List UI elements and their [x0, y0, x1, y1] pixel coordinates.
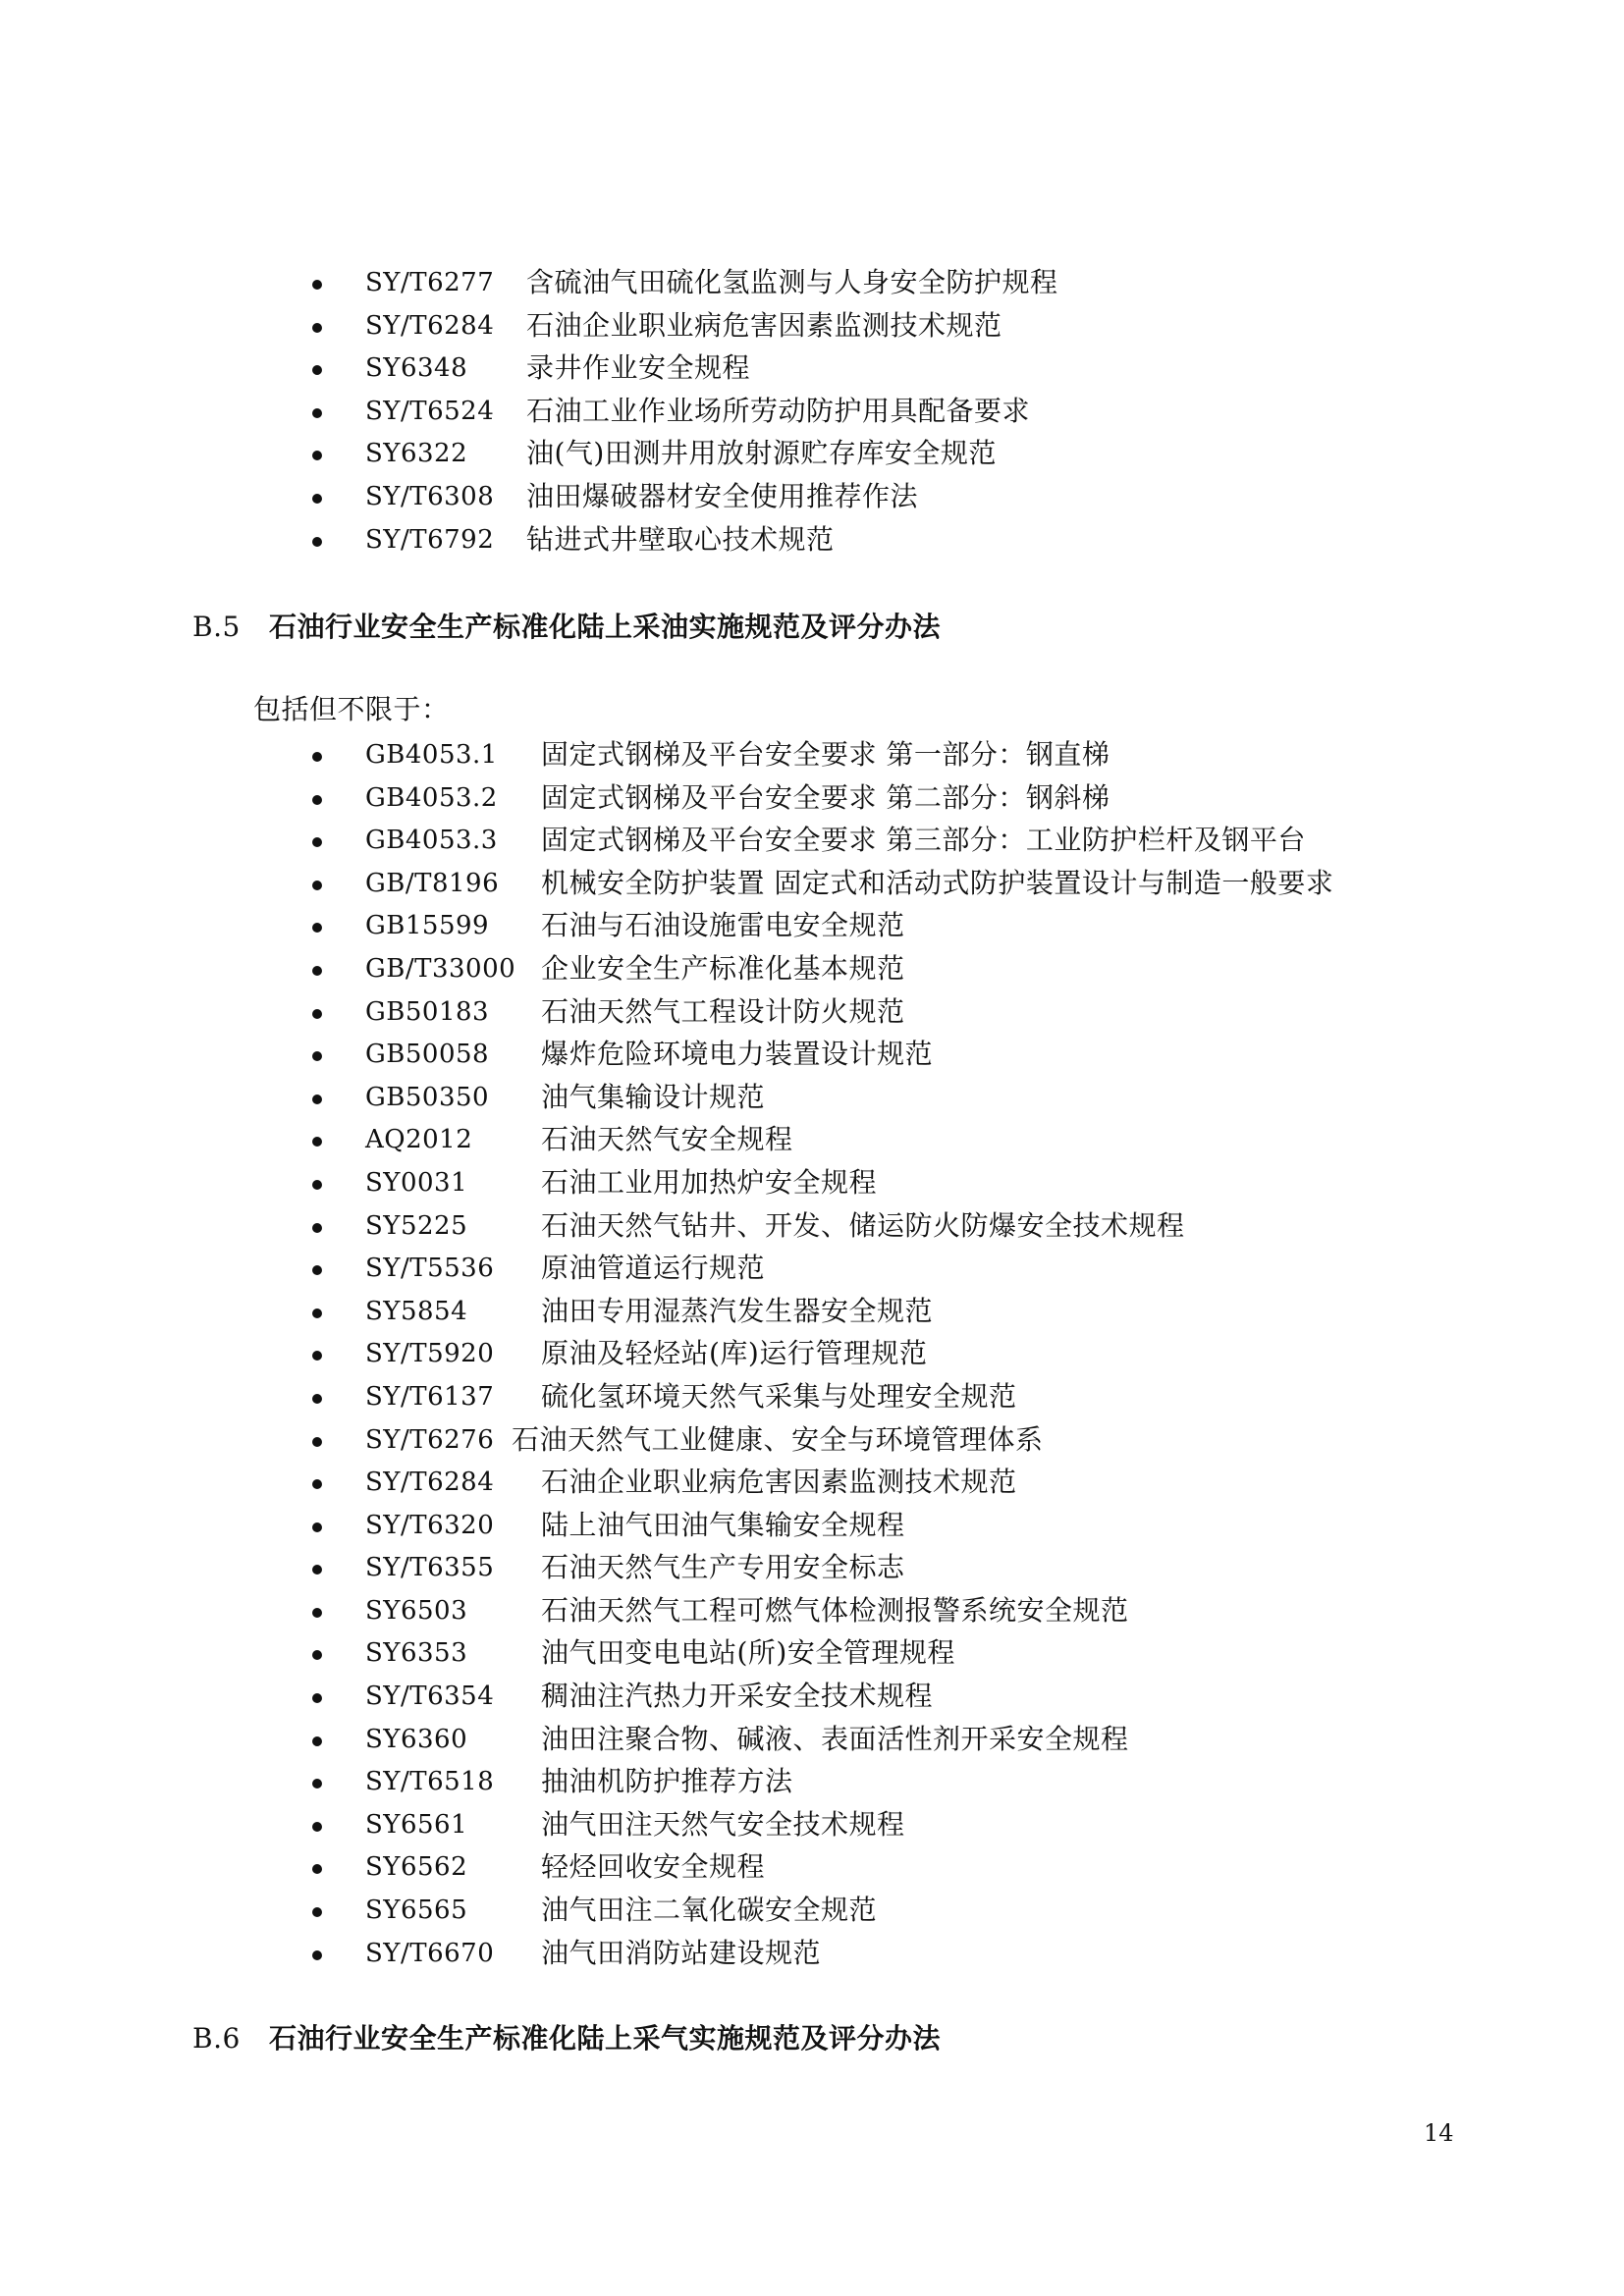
standard-code: SY/T6792	[365, 524, 495, 555]
bullet-icon	[312, 1223, 322, 1233]
standard-code: GB50350	[365, 1082, 490, 1112]
standard-title: 石油天然气生产专用安全标志	[541, 1551, 905, 1584]
standard-title: 石油企业职业病危害因素监测技术规范	[526, 308, 1002, 342]
bullet-icon	[312, 1095, 322, 1104]
standard-title: 油(气)田测井用放射源贮存库安全规范	[526, 437, 997, 470]
standard-title: 油田注聚合物、碱液、表面活性剂开采安全规程	[541, 1722, 1129, 1755]
standard-title: 轻烃回收安全规程	[541, 1850, 766, 1884]
standard-title: 油田专用湿蒸汽发生器安全规范	[541, 1294, 934, 1327]
standard-code: SY/T6670	[365, 1938, 495, 1968]
bullet-icon	[312, 1608, 322, 1618]
standard-code: SY5854	[365, 1296, 468, 1326]
bullet-icon	[312, 1950, 322, 1960]
standard-title: 硫化氢环境天然气采集与处理安全规范	[541, 1379, 1017, 1413]
bullet-icon	[312, 494, 322, 504]
standard-code: SY0031	[365, 1167, 468, 1198]
standard-title: 油气集输设计规范	[541, 1080, 766, 1113]
standard-title: 石油天然气工程可燃气体检测报警系统安全规范	[541, 1593, 1129, 1627]
bullet-icon	[312, 1864, 322, 1874]
standard-title: 原油及轻烃站(库)运行管理规范	[541, 1337, 928, 1370]
standard-code: SY/T6284	[365, 310, 495, 341]
standard-code: GB4053.3	[365, 826, 498, 856]
standard-title: 石油与石油设施雷电安全规范	[541, 909, 905, 942]
standard-code: SY/T5536	[365, 1254, 495, 1284]
bullet-icon	[312, 1736, 322, 1746]
standard-title: 钻进式井壁取心技术规范	[526, 522, 835, 556]
standard-title: 油气田注二氧化碳安全规范	[541, 1894, 878, 1927]
bullet-icon	[312, 1565, 322, 1575]
standard-title: 稠油注汽热力开采安全技术规程	[541, 1680, 934, 1713]
bullet-icon	[312, 451, 322, 460]
bullet-icon	[312, 1180, 322, 1190]
standard-title: 固定式钢梯及平台安全要求 第二部分：钢斜梯	[541, 780, 1110, 814]
standard-title: 爆炸危险环境电力装置设计规范	[541, 1038, 934, 1071]
bullet-icon	[312, 1137, 322, 1147]
bullet-icon	[312, 1779, 322, 1789]
bullet-icon	[312, 1265, 322, 1275]
section-heading-b6	[192, 2020, 941, 2057]
standard-title: 石油天然气钻井、开发、储运防火防爆安全技术规程	[541, 1208, 1185, 1242]
standard-title: 油气田变电电站(所)安全管理规程	[541, 1636, 955, 1670]
standard-code: GB4053.1	[365, 740, 498, 770]
standard-code: SY6353	[365, 1638, 468, 1669]
standard-code: SY6565	[365, 1896, 468, 1926]
bullet-icon	[312, 1822, 322, 1832]
standard-title: 固定式钢梯及平台安全要求 第三部分：工业防护栏杆及钢平台	[541, 824, 1306, 857]
page-number: 14	[1424, 2119, 1454, 2147]
standard-code: SY/T6524	[365, 396, 495, 426]
standard-code: GB4053.2	[365, 782, 498, 813]
standard-title: 石油天然气安全规程	[541, 1123, 793, 1156]
standard-title: 石油工业用加热炉安全规程	[541, 1165, 878, 1199]
bullet-icon	[312, 280, 322, 290]
standard-code: SY/T6137	[365, 1381, 495, 1412]
standard-code: SY/T6355	[365, 1553, 495, 1583]
bullet-icon	[312, 1351, 322, 1361]
standard-code: SY6322	[365, 439, 468, 469]
standard-title: 陆上油气田油气集输安全规程	[541, 1508, 905, 1541]
standard-title: 油气田消防站建设规范	[541, 1936, 822, 1969]
standard-code: SY6503	[365, 1595, 468, 1626]
standard-code: SY/T6354	[365, 1682, 495, 1712]
standard-title: 机械安全防护装置 固定式和活动式防护装置设计与制造一般要求	[541, 866, 1334, 899]
standard-title: 固定式钢梯及平台安全要求 第一部分：钢直梯	[541, 738, 1110, 771]
standard-code: SY/T5920	[365, 1339, 495, 1369]
standard-code: SY6360	[365, 1724, 468, 1754]
standard-code: SY/T6276	[365, 1424, 495, 1455]
bullet-icon	[312, 537, 322, 547]
standard-code: SY/T6277	[365, 268, 495, 297]
standard-title: 石油工业作业场所劳动防护用具配备要求	[526, 394, 1031, 427]
bullet-icon	[312, 752, 322, 762]
bullet-icon	[312, 1051, 322, 1061]
bullet-icon	[312, 881, 322, 890]
standard-code: SY/T6284	[365, 1468, 495, 1498]
bullet-icon	[312, 1907, 322, 1917]
standard-code: SY5225	[365, 1210, 468, 1241]
bullet-icon	[312, 1009, 322, 1019]
bullet-icon	[312, 1522, 322, 1532]
standard-title: 石油天然气工业健康、安全与环境管理体系	[512, 1422, 1044, 1456]
standard-code: AQ2012	[365, 1125, 473, 1155]
standard-title: 录井作业安全规程	[526, 351, 751, 385]
standard-title: 企业安全生产标准化基本规范	[541, 951, 905, 985]
standard-code: SY6348	[365, 353, 468, 384]
section-heading-b5	[192, 609, 941, 646]
bullet-icon	[312, 323, 322, 333]
bullet-icon	[312, 1650, 322, 1660]
bullet-icon	[312, 1308, 322, 1318]
standard-code: GB50058	[365, 1040, 490, 1070]
standard-code: GB50183	[365, 996, 490, 1027]
standard-code: SY6562	[365, 1852, 468, 1883]
standard-title: 油气田注天然气安全技术规程	[541, 1807, 905, 1841]
bullet-icon	[312, 795, 322, 805]
standard-code: GB15599	[365, 911, 490, 941]
bullet-icon	[312, 1693, 322, 1703]
bullet-icon	[312, 365, 322, 375]
section-number: B.5	[192, 611, 241, 643]
section-title: 石油行业安全生产标准化陆上采气实施规范及评分办法	[269, 2022, 942, 2055]
bullet-icon	[312, 923, 322, 933]
standard-title: 含硫油气田硫化氢监测与人身安全防护规程	[526, 266, 1058, 298]
bullet-icon	[312, 1394, 322, 1404]
intro-text: 包括但不限于：	[253, 693, 450, 725]
section-number: B.6	[192, 2022, 241, 2055]
standard-code: SY/T6518	[365, 1767, 495, 1797]
bullet-icon	[312, 837, 322, 847]
standard-title: 油田爆破器材安全使用推荐作法	[526, 479, 919, 512]
standard-code: SY6561	[365, 1809, 468, 1840]
standard-code: SY/T6320	[365, 1510, 495, 1540]
standard-title: 原油管道运行规范	[541, 1252, 766, 1285]
section-title: 石油行业安全生产标准化陆上采油实施规范及评分办法	[269, 611, 942, 643]
bullet-icon	[312, 1479, 322, 1489]
standard-title: 石油天然气工程设计防火规范	[541, 994, 905, 1028]
standard-code: SY/T6308	[365, 481, 495, 511]
standard-title: 石油企业职业病危害因素监测技术规范	[541, 1466, 1017, 1499]
bullet-icon	[312, 1437, 322, 1447]
standard-title: 抽油机防护推荐方法	[541, 1765, 793, 1798]
bullet-icon	[312, 966, 322, 976]
standard-code: GB/T8196	[365, 868, 500, 898]
standard-code: GB/T33000	[365, 953, 516, 984]
bullet-icon	[312, 408, 322, 418]
